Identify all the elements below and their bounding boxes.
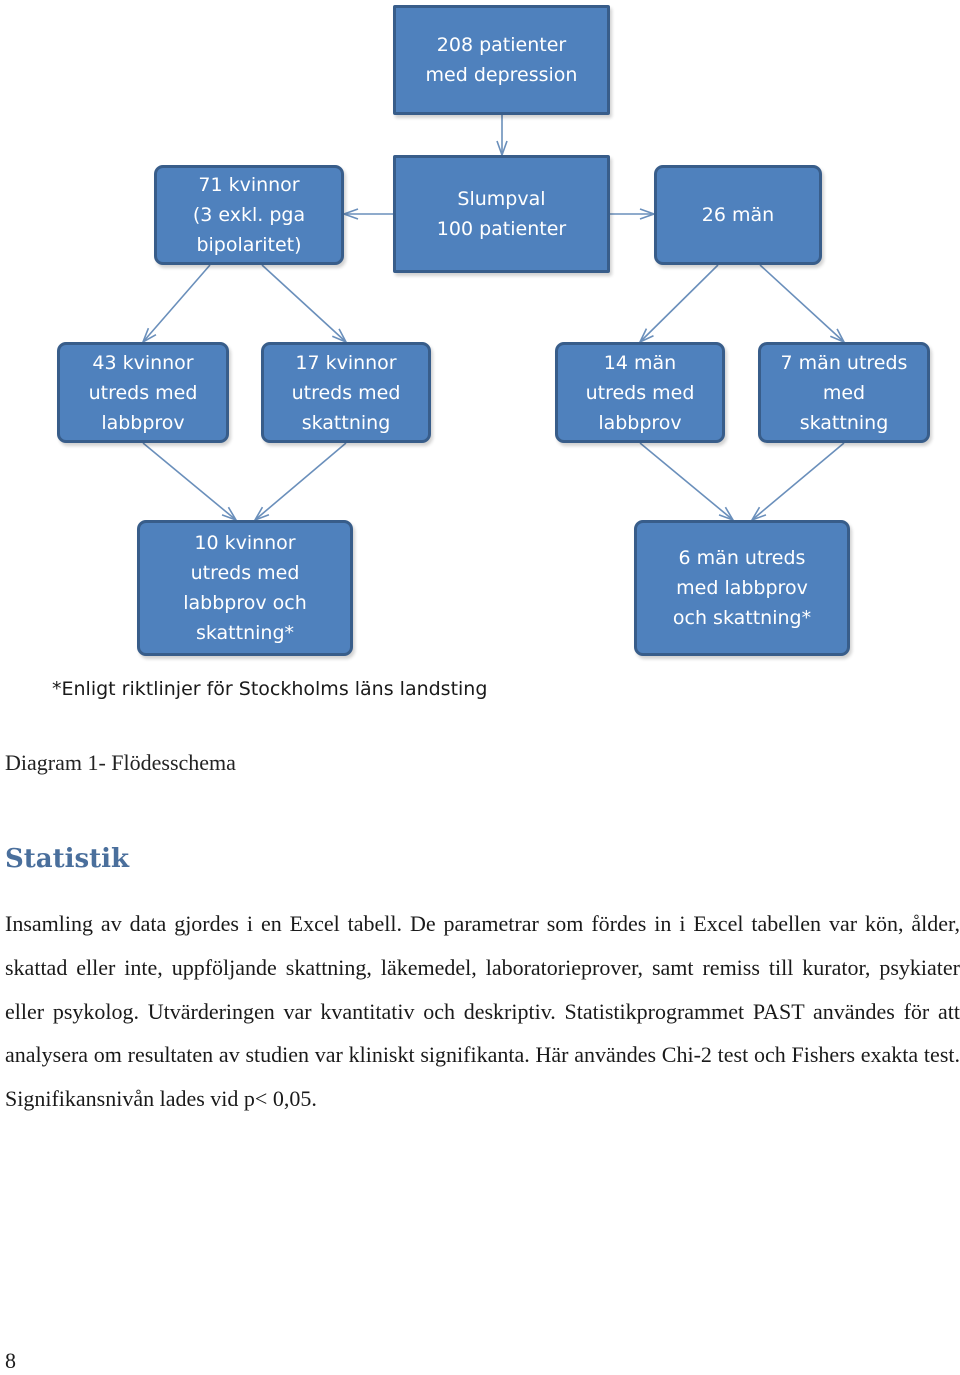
node-men-both: 6 män utreds med labbprov och skattning*: [634, 520, 850, 656]
node-men-rating: 7 män utreds med skattning: [758, 342, 930, 443]
arrow-right-to-men-lab: [640, 265, 718, 342]
arrow-women-lab-to-both: [143, 443, 236, 520]
section-heading: Statistik: [5, 844, 130, 874]
node-26-men: 26 män: [654, 165, 822, 265]
node-random-selection: Slumpval 100 patienter: [393, 155, 610, 273]
node-men-lab: 14 män utreds med labbprov: [555, 342, 725, 443]
node-208-patients: 208 patienter med depression: [393, 5, 610, 115]
flowchart-footnote: *Enligt riktlinjer för Stockholms läns landsting: [52, 678, 488, 700]
arrow-men-lab-to-both: [640, 443, 733, 520]
body-paragraph: Insamling av data gjordes i en Excel tabell. De parametrar som fördes in i Excel tabellen var kön, ålder, skattad eller inte, uppföljande skattning, läkemedel, laboratorieprover, samt remiss till kurator, psykiater eller psykolog. Utvärderingen var kvantitativ och deskriptiv. Statistikprogrammet PAST användes för att analysera om resultaten av studien var kliniskt signifikanta. Här användes Chi-2 test och Fishers exakta test. Signifikansnivån lades vid p< 0,05.: [5, 911, 960, 1112]
figure-caption: Diagram 1- Flödesschema: [5, 750, 236, 775]
node-women-rating: 17 kvinnor utreds med skattning: [261, 342, 431, 443]
node-women-lab: 43 kvinnor utreds med labbprov: [57, 342, 229, 443]
arrow-left-to-women-rating: [262, 265, 346, 342]
page-number: 8: [5, 1348, 16, 1373]
node-71-women: 71 kvinnor (3 exkl. pga bipolaritet): [154, 165, 344, 265]
arrow-left-to-women-lab: [143, 265, 210, 342]
node-women-both: 10 kvinnor utreds med labbprov och skattning*: [137, 520, 353, 656]
arrow-right-to-men-rating: [760, 265, 844, 342]
arrow-women-rating-to-both: [255, 443, 346, 520]
arrow-men-rating-to-both: [752, 443, 844, 520]
